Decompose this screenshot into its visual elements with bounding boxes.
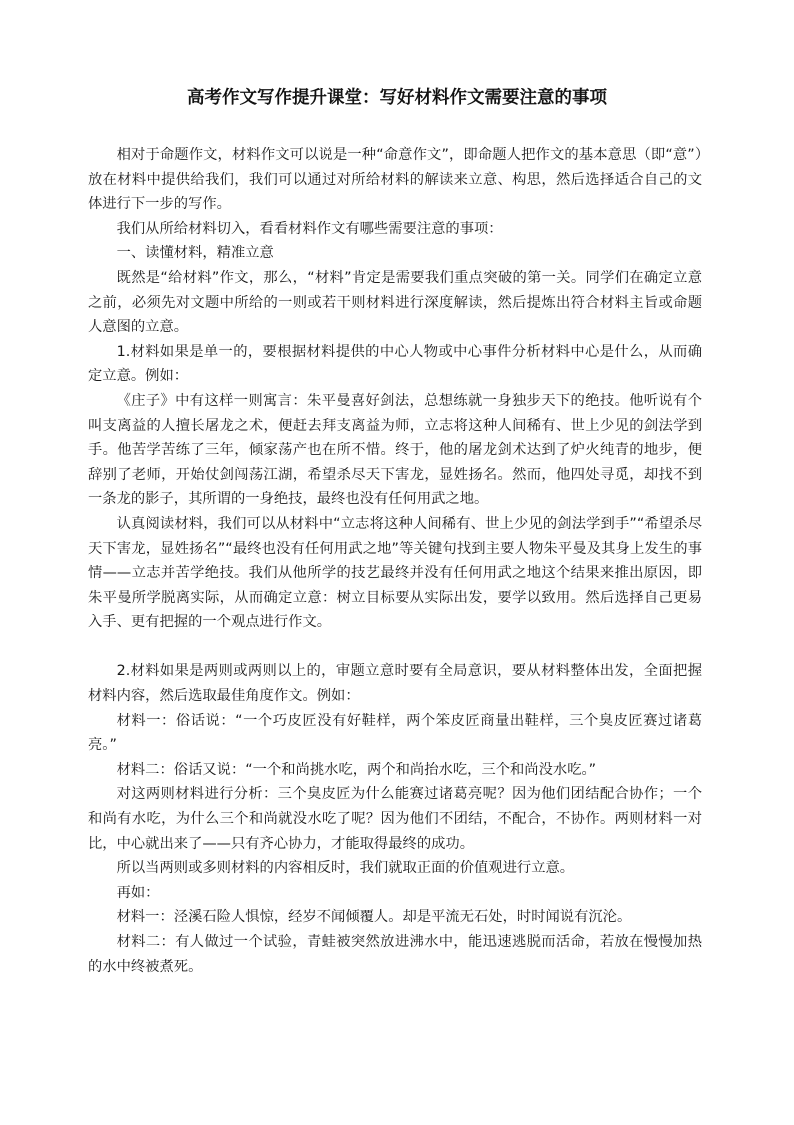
- document-title: 高考作文写作提升课堂：写好材料作文需要注意的事项: [187, 88, 607, 108]
- paragraph-material-1: 材料一：俗话说：“一个巧皮匠没有好鞋样，两个笨皮匠商量出鞋样，三个臭皮匠赛过诸葛亮。”: [88, 712, 702, 754]
- paragraph: 既然是“给材料”作文，那么，“材料”肯定是需要我们重点突破的第一关。同学们在确定立意之前，必须先对文题中所给的一则或若干则材料进行深度解读，然后提炼出符合材料主旨或命题人意图的立意。: [88, 269, 702, 336]
- paragraph-example-fable: 《庄子》中有这样一则寓言：朱平曼喜好剑法，总想练就一身独步天下的绝技。他听说有个叫支离益的人擅长屠龙之术，便赶去拜支离益为师，立志将这种人间稀有、世上少见的剑法学到手。他苦学苦练了三年，倾家荡产也在所不惜。终于，他的屠龙剑术达到了炉火纯青的地步，便辞别了老师，开始仗剑闯荡江湖，希望杀尽天下害龙，显姓扬名。然而，他四处寻觅，却找不到一条龙的影子，其所谓的一身绝技，最终也没有任何用武之地。: [88, 392, 702, 508]
- paragraph-analysis: 认真阅读材料，我们可以从材料中“立志将这种人间稀有、世上少见的剑法学到手”“希望杀尽天下害龙，显姓扬名”“最终也没有任何用武之地”等关键句找到主要人物朱平曼及其身上发生的事情——立志并苦学绝技。我们从他所学的技艺最终并没有任何用武之地这个结果来推出原因，即朱平曼所学脱离实际，从而确定立意：树立目标要从实际出发，要学以致用。然后选择自己更易入手、更有把握的一个观点进行作文。: [88, 515, 702, 631]
- paragraph-material-1b: 材料一：泾溪石险人惧惊，经岁不闻倾覆人。却是平流无石处，时时闻说有沉沦。: [116, 909, 632, 926]
- paragraph-material-2b: 材料二：有人做过一个试验，青蛙被突然放进沸水中，能迅速逃脱而活命，若放在慢慢加热的水中终被煮死。: [88, 934, 702, 975]
- blank-line: [88, 635, 702, 660]
- paragraph-lead-in: 我们从所给材料切入，看看材料作文有哪些需要注意的事项：: [116, 220, 503, 237]
- paragraph-intro: 相对于命题作文，材料作文可以说是一种“命意作文”，即命题人把作文的基本意思（即“意”）放在材料中提供给我们，我们可以通过对所给材料的解读来立意、构思，然后选择适合自己的文体进行下一步的写作。: [88, 147, 702, 213]
- paragraph-conclusion: 所以当两则或多则材料的内容相反时，我们就取正面的价值观进行立意。: [116, 860, 575, 877]
- paragraph-point-1: 1.材料如果是单一的，要根据材料提供的中心人物或中心事件分析材料中心是什么，从而确定立意。例如：: [88, 343, 702, 385]
- document-body: [88, 143, 702, 979]
- paragraph-point-2: 2.材料如果是两则或两则以上的，审题立意时要有全局意识，要从材料整体出发，全面把握材料内容，然后选取最佳角度作文。例如：: [88, 663, 702, 705]
- paragraph-material-2: 材料二：俗话又说：“一个和尚挑水吃，两个和尚抬水吃，三个和尚没水吃。”: [116, 761, 597, 778]
- paragraph-again: 再如：: [116, 884, 160, 901]
- section-heading: 一、读懂材料，精准立意: [116, 245, 274, 262]
- paragraph-analysis-2: 对这两则材料进行分析：三个臭皮匠为什么能赛过诸葛亮呢？因为他们团结配合协作；一个和尚有水吃，为什么三个和尚就没水吃了呢？因为他们不团结，不配合，不协作。两则材料一对比，中心就出来了——只有齐心协力，才能取得最终的成功。: [88, 786, 702, 852]
